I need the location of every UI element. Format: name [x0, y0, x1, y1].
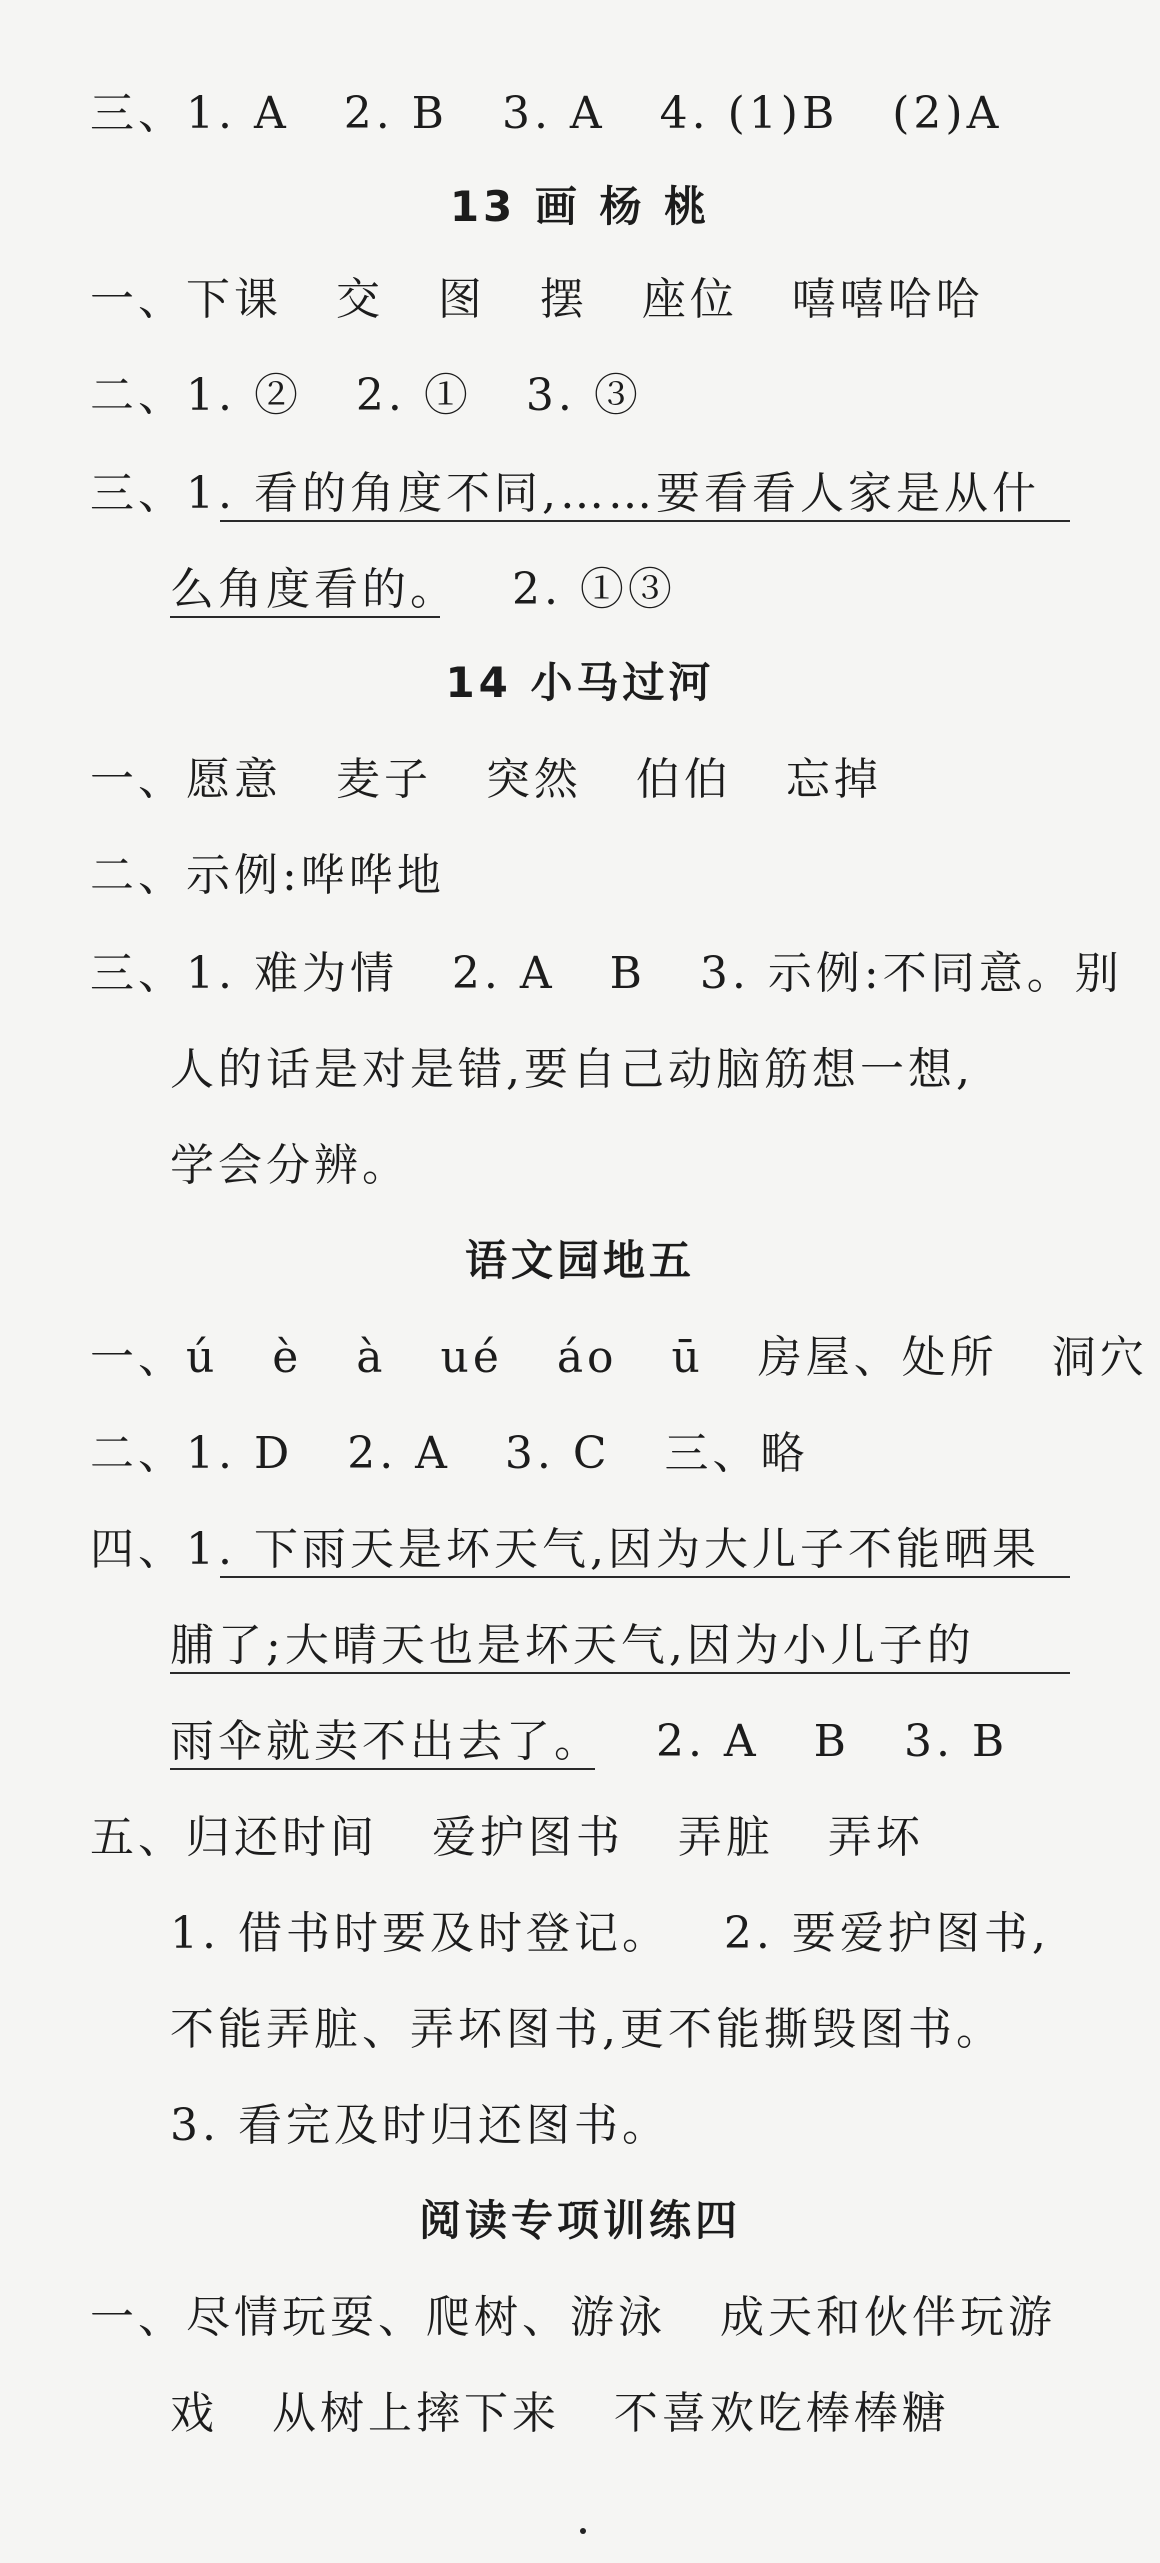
- answer-line: 1. 借书时要及时登记。 2. 要爱护图书,: [170, 1908, 1050, 1959]
- answer-line: 雨伞就卖不出去了。 2. A B 3. B: [170, 1716, 1009, 1767]
- answer-line: 学会分辨。: [170, 1140, 410, 1191]
- answer-line: 二、示例:哗哗地: [90, 850, 445, 901]
- answer-line: 一、ú è à ué áo ū 房屋、处所 洞穴: [90, 1332, 1148, 1383]
- section-title: 语文园地五: [464, 1236, 695, 1285]
- answer-line: 五、归还时间 爱护图书 弄脏 弄坏: [90, 1812, 924, 1863]
- section-title: 14 小马过河: [445, 658, 715, 707]
- answer-underline: [170, 1768, 595, 1770]
- section-title: 13 画 杨 桃: [449, 182, 711, 231]
- answer-line: 二、1. ② 2. ① 3. ③: [90, 370, 642, 421]
- answer-underline: [170, 616, 440, 618]
- scan-speck: [580, 2528, 586, 2534]
- answer-line: 3. 看完及时归还图书。: [170, 2100, 670, 2151]
- answer-underline: [220, 520, 1070, 522]
- answer-underline: [220, 1576, 1070, 1578]
- section-title: 阅读专项训练四: [418, 2196, 741, 2245]
- answer-line: 一、下课 交 图 摆 座位 嘻嘻哈哈: [90, 274, 984, 325]
- answer-line: 么角度看的。 2. ①③: [170, 564, 676, 615]
- answer-line: 脯了;大晴天也是坏天气,因为小儿子的: [170, 1620, 975, 1671]
- answer-line: 三、1. 看的角度不同,……要看看人家是从什: [90, 468, 1040, 519]
- answer-line: 一、愿意 麦子 突然 伯伯 忘掉: [90, 754, 882, 805]
- answer-line: 戏 从树上摔下来 不喜欢吃棒棒糖: [170, 2388, 950, 2439]
- answer-line: 三、1. A 2. B 3. A 4. (1)B (2)A: [90, 88, 1003, 139]
- answer-line: 四、1. 下雨天是坏天气,因为大儿子不能晒果: [90, 1524, 1040, 1575]
- answer-line: 人的话是对是错,要自己动脑筋想一想,: [170, 1044, 974, 1095]
- answer-underline: [170, 1672, 1070, 1674]
- answer-line: 二、1. D 2. A 3. C 三、略: [90, 1428, 809, 1479]
- answer-line: 一、尽情玩耍、爬树、游泳 成天和伙伴玩游: [90, 2292, 1056, 2343]
- answer-line: 不能弄脏、弄坏图书,更不能撕毁图书。: [170, 2004, 1004, 2055]
- answer-line: 三、1. 难为情 2. A B 3. 示例:不同意。别: [90, 948, 1123, 999]
